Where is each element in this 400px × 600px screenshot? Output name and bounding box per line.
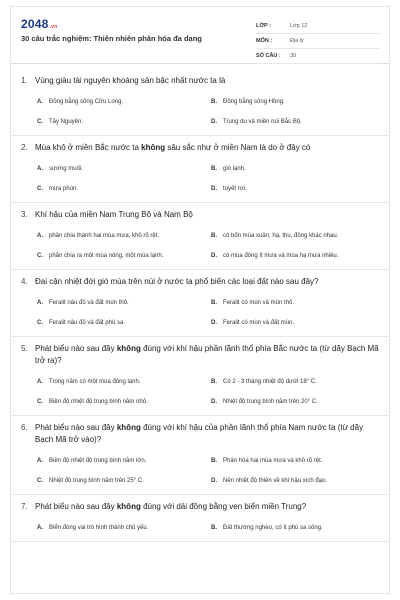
answer-options — [21, 93, 379, 131]
option-text: Feralit nâu đỏ và đất phù sa. — [49, 319, 126, 326]
question-list — [11, 75, 389, 548]
meta-row-subject — [256, 34, 381, 49]
question-header — [21, 501, 379, 513]
option-text: gió lạnh. — [223, 165, 246, 172]
answer-options — [21, 452, 379, 490]
answer-option[interactable] — [37, 113, 205, 131]
answer-options — [21, 160, 379, 198]
answer-options — [21, 227, 379, 265]
answer-option[interactable] — [211, 373, 379, 391]
question-text-part: đúng với dải đồng bằng ven biển miền Trung? — [140, 502, 307, 511]
question-text-part: đúng với khí hậu của phần lãnh thổ phía Nam nước ta (từ dãy Bạch Mã trở vào)? — [35, 423, 364, 444]
question-text-part: đúng với khí hậu phần lãnh thổ phía Bắc nước ta (từ dãy Bạch Mã trở ra)? — [35, 344, 379, 365]
answer-option[interactable] — [211, 472, 379, 490]
question-text-part: Khí hậu của miền Nam Trung Bộ và Nam Bộ — [35, 210, 193, 219]
option-text: sương muối. — [49, 165, 83, 172]
answer-option[interactable] — [37, 314, 205, 332]
answer-option[interactable] — [37, 373, 205, 391]
option-letter: D. — [211, 398, 217, 405]
option-letter: B. — [211, 299, 217, 306]
option-letter: C. — [37, 398, 43, 405]
answer-option[interactable] — [211, 160, 379, 178]
question-header — [21, 422, 379, 446]
option-text: Nhiệt độ trung bình năm trên 20° C. — [223, 398, 318, 405]
option-letter: B. — [211, 232, 217, 239]
option-letter: C. — [37, 252, 43, 259]
document-header — [11, 7, 389, 64]
question-text-part: Mùa khô ở miền Bắc nước ta — [35, 143, 142, 152]
option-text: Có 2 - 3 tháng nhiệt độ dưới 18° C. — [223, 378, 317, 385]
option-letter: A. — [37, 98, 43, 105]
meta-row-count — [256, 49, 381, 64]
option-text: Phân hóa hai mùa mưa và khô rõ rệt. — [223, 457, 323, 464]
question-emphasis: không — [116, 423, 141, 432]
option-letter: C. — [37, 118, 43, 125]
document-page — [10, 6, 390, 594]
answer-option[interactable] — [211, 93, 379, 111]
meta-label: SỐ CÂU : — [256, 53, 281, 59]
logo-suffix: .vn — [49, 24, 58, 30]
question-item — [11, 276, 389, 337]
option-letter: C. — [37, 319, 43, 326]
option-letter: D. — [211, 252, 217, 259]
answer-option[interactable] — [211, 452, 379, 470]
answer-option[interactable] — [37, 393, 205, 411]
option-text: phân chia thành hai mùa mưa, khô rõ rệt. — [49, 232, 160, 239]
option-letter: B. — [211, 378, 217, 385]
option-letter: A. — [37, 165, 43, 172]
option-text: Trung du và miền núi Bắc Bộ. — [223, 118, 302, 125]
question-header — [21, 75, 379, 87]
question-text-part: Phát biểu nào sau đây — [35, 344, 117, 353]
question-number: 2. — [21, 143, 28, 152]
option-letter: D. — [211, 477, 217, 484]
option-letter: D. — [211, 185, 217, 192]
site-logo[interactable] — [21, 17, 57, 31]
answer-option[interactable] — [211, 393, 379, 411]
question-text-part: Vùng giàu tài nguyên khoáng sản bậc nhất nước ta là — [35, 76, 226, 85]
answer-options — [21, 373, 379, 411]
option-text: Feralit có mùn và mùn thô. — [223, 299, 295, 306]
option-text: tuyết rơi. — [223, 185, 247, 192]
question-text — [35, 501, 379, 513]
meta-label: LỚP : — [256, 23, 271, 29]
answer-option[interactable] — [211, 519, 379, 537]
document-title: 30 câu trắc nghiệm: Thiên nhiên phân hóa đa dạng — [21, 34, 202, 43]
option-text: Đồng bằng sông Cửu Long. — [49, 98, 124, 105]
question-item — [11, 142, 389, 203]
option-text: Nền nhiệt độ thiên về khí hậu xích đạo. — [223, 477, 328, 484]
option-text: Nhiệt độ trung bình năm trên 25° C. — [49, 477, 144, 484]
option-letter: D. — [211, 319, 217, 326]
answer-option[interactable] — [211, 227, 379, 245]
option-text: Tây Nguyên. — [49, 118, 84, 125]
answer-option[interactable] — [37, 452, 205, 470]
question-item — [11, 501, 389, 542]
option-letter: A. — [37, 524, 43, 531]
question-item — [11, 422, 389, 495]
option-letter: A. — [37, 378, 43, 385]
answer-option[interactable] — [37, 247, 205, 265]
option-letter: B. — [211, 524, 217, 531]
option-letter: C. — [37, 477, 43, 484]
option-text: mưa phùn. — [49, 185, 79, 192]
answer-option[interactable] — [211, 314, 379, 332]
question-item — [11, 343, 389, 416]
answer-options — [21, 519, 379, 537]
option-text: Biên độ nhiệt độ trung bình năm lớn. — [49, 457, 147, 464]
option-text: phân chia ra một mùa nóng, một mùa lạnh. — [49, 252, 164, 259]
question-item — [11, 75, 389, 136]
question-text-part: Phát biểu nào sau đây — [35, 502, 117, 511]
question-emphasis: không — [116, 344, 141, 353]
answer-options — [21, 294, 379, 332]
question-header — [21, 142, 379, 154]
question-text-part: sâu sắc như ở miền Nam là do ở đây có — [165, 143, 311, 152]
question-header — [21, 209, 379, 221]
option-text: Biên độ nhiệt độ trung bình năm nhỏ. — [49, 398, 148, 405]
answer-option[interactable] — [211, 180, 379, 198]
option-text: Biển đóng vai trò hình thành chủ yếu. — [49, 524, 149, 531]
option-letter: B. — [211, 165, 217, 172]
question-header — [21, 276, 379, 288]
meta-value: Địa lý — [290, 38, 304, 44]
question-text — [35, 343, 379, 367]
option-letter: A. — [37, 232, 43, 239]
option-letter: A. — [37, 299, 43, 306]
option-text: có bốn mùa xuân, hạ, thu, đông khác nhau. — [223, 232, 339, 239]
question-text — [35, 422, 379, 446]
question-text-part: Đai cận nhiệt đới gió mùa trên núi ở nước ta phổ biến các loại đất nào sau đây? — [35, 277, 319, 286]
answer-option[interactable] — [37, 180, 205, 198]
answer-option[interactable] — [37, 93, 205, 111]
option-letter: B. — [211, 98, 217, 105]
question-emphasis: không — [141, 143, 166, 152]
question-item — [11, 209, 389, 270]
option-text: Đất thường nghèo, có ít phù sa sông. — [223, 524, 323, 531]
option-letter: B. — [211, 457, 217, 464]
document-meta — [256, 19, 381, 64]
question-text — [35, 75, 379, 87]
question-emphasis: không — [116, 502, 141, 511]
meta-label: MÔN : — [256, 38, 273, 44]
answer-option[interactable] — [37, 227, 205, 245]
answer-option[interactable] — [211, 113, 379, 131]
option-text: có mùa đông ít mưa và mùa hạ mưa nhiều. — [223, 252, 339, 259]
answer-option[interactable] — [37, 294, 205, 312]
question-text — [35, 209, 379, 221]
option-letter: D. — [211, 118, 217, 125]
meta-value: Lớp 12 — [290, 23, 308, 29]
option-letter: A. — [37, 457, 43, 464]
option-text: Feralit nâu đỏ và đất mùn thô. — [49, 299, 129, 306]
question-number: 6. — [21, 423, 28, 432]
answer-option[interactable] — [37, 519, 205, 537]
meta-value: 30 — [290, 53, 297, 59]
answer-option[interactable] — [211, 247, 379, 265]
question-number: 1. — [21, 76, 28, 85]
question-number: 4. — [21, 277, 28, 286]
question-number: 3. — [21, 210, 28, 219]
meta-row-class — [256, 19, 381, 34]
answer-option[interactable] — [211, 294, 379, 312]
question-text — [35, 142, 379, 154]
answer-option[interactable] — [37, 472, 205, 490]
question-number: 7. — [21, 502, 28, 511]
logo-text: 2048 — [21, 17, 49, 31]
question-number: 5. — [21, 344, 28, 353]
question-text — [35, 276, 379, 288]
question-header — [21, 343, 379, 367]
option-letter: C. — [37, 185, 43, 192]
question-text-part: Phát biểu nào sau đây — [35, 423, 117, 432]
answer-option[interactable] — [37, 160, 205, 178]
option-text: Feralit có mùn và đất mùn. — [223, 319, 295, 326]
option-text: Đồng bằng sông Hồng. — [223, 98, 285, 105]
option-text: Trong năm có một mùa đông lạnh. — [49, 378, 141, 385]
